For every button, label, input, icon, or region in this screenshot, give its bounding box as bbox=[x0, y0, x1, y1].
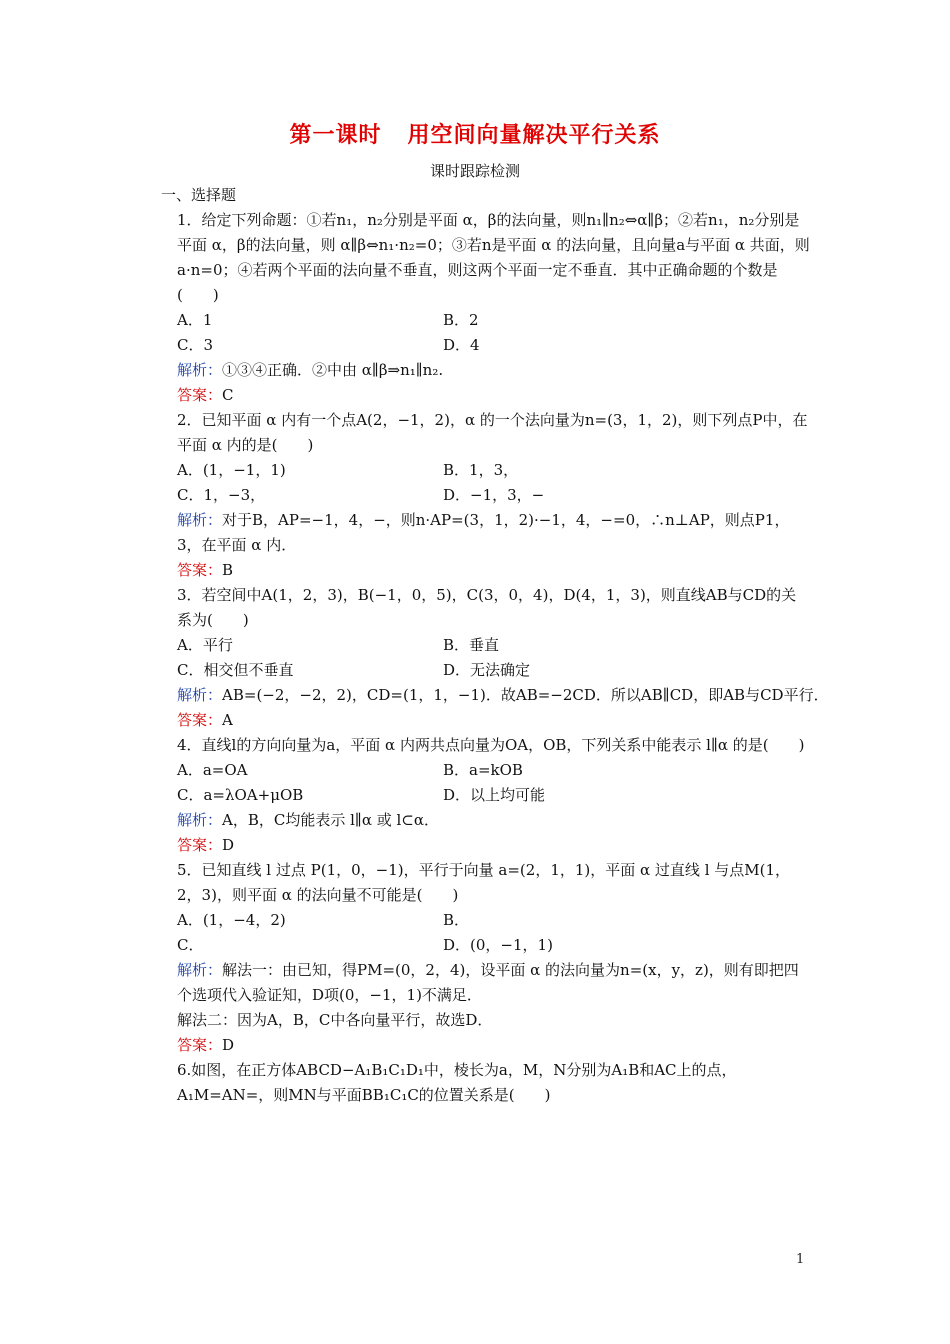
question-6 bbox=[145, 1058, 811, 1108]
question-2-answer bbox=[145, 558, 811, 583]
question-5-analysis bbox=[145, 958, 811, 1008]
question-3-options-ab bbox=[145, 633, 811, 658]
answer-label: 答案： bbox=[177, 561, 223, 579]
option-d: D．以上均可能 bbox=[443, 786, 546, 804]
option-a: A．a=OA bbox=[177, 761, 248, 779]
option-c: C． bbox=[177, 936, 204, 954]
page-subtitle: 课时跟踪检测 bbox=[429, 162, 520, 180]
question-4 bbox=[145, 733, 811, 758]
answer-text: B bbox=[222, 561, 234, 579]
option-d: D．无法确定 bbox=[443, 661, 531, 679]
question-1-options-ab bbox=[145, 308, 811, 333]
option-b: B． bbox=[443, 911, 470, 929]
question-5-text: 5．已知直线 l 过点 P(1，0，−1)，平行于向量 a=(2，1，1)，平面 α 过直线 l 与点M(1，2，3)，则平面 α 的法向量不可能是( ) bbox=[177, 861, 791, 904]
option-b: B．a=kOB bbox=[443, 761, 523, 779]
analysis-label: 解析： bbox=[177, 511, 223, 529]
question-2 bbox=[145, 408, 811, 458]
question-3 bbox=[145, 583, 811, 633]
option-d: D．−1，3，− bbox=[443, 486, 545, 504]
question-2-options-cd bbox=[145, 483, 811, 508]
option-c: C．1，−3， bbox=[177, 486, 266, 504]
question-2-analysis bbox=[145, 508, 811, 558]
option-a: A．平行 bbox=[177, 636, 233, 654]
question-4-analysis bbox=[145, 808, 811, 833]
question-6-text: 6.如图，在正方体ABCD−A₁B₁C₁D₁中，棱长为a，M，N分别为A₁B和AC上的点，A₁M=AN=，则MN与平面BB₁C₁C的位置关系是( ) bbox=[177, 1061, 737, 1104]
question-3-answer bbox=[145, 708, 811, 733]
title-topic: 用空间向量解决平行关系 bbox=[407, 123, 661, 148]
option-b: B．1，3， bbox=[443, 461, 519, 479]
question-5-options-ab bbox=[145, 908, 811, 933]
question-4-text: 4．直线l的方向向量为a，平面 α 内两共点向量为OA，OB，下列关系中能表示 l∥α 的是( ) bbox=[177, 736, 805, 754]
question-2-options-ab bbox=[145, 458, 811, 483]
title-lesson: 第一课时 bbox=[289, 123, 382, 148]
analysis-text: A，B，C均能表示 l∥α 或 l⊂α． bbox=[222, 811, 440, 829]
answer-label: 答案： bbox=[177, 711, 223, 729]
option-d: D．4 bbox=[443, 336, 480, 354]
option-c: C．3 bbox=[177, 336, 214, 354]
question-3-analysis bbox=[145, 683, 829, 708]
question-3-options-cd bbox=[145, 658, 811, 683]
option-b: B．2 bbox=[443, 311, 479, 329]
option-c: C．相交但不垂直 bbox=[177, 661, 294, 679]
analysis-label: 解析： bbox=[177, 961, 223, 979]
answer-text: D bbox=[222, 836, 235, 854]
option-d: D．(0，−1，1) bbox=[443, 936, 553, 954]
question-5-analysis-alt: 解法二：因为A，B，C中各向量平行，故选D． bbox=[177, 1011, 493, 1029]
answer-text: D bbox=[222, 1036, 235, 1054]
content-body bbox=[145, 183, 829, 1108]
analysis-text: 解法一：由已知，得PM=(0，2，4)，设平面 α 的法向量为n=(x，y，z)，则有即把四个选项代入验证知，D项(0，−1，1)不满足． bbox=[177, 961, 799, 1004]
option-a: A．(1，−1，1) bbox=[177, 461, 286, 479]
answer-label: 答案： bbox=[177, 1036, 223, 1054]
analysis-label: 解析： bbox=[177, 361, 223, 379]
question-1-analysis bbox=[145, 358, 811, 383]
question-5-answer bbox=[145, 1033, 811, 1058]
option-c: C．a=λOA+μOB bbox=[177, 786, 304, 804]
question-5-options-cd bbox=[145, 933, 811, 958]
analysis-label: 解析： bbox=[177, 686, 223, 704]
answer-label: 答案： bbox=[177, 836, 223, 854]
analysis-text: ①③④正确．②中由 α∥β⇒n₁∥n₂. bbox=[222, 361, 444, 379]
answer-label: 答案： bbox=[177, 386, 223, 404]
question-4-options-cd bbox=[145, 783, 811, 808]
analysis-text: AB=(−2，−2，2)，CD=(1，1，−1)．故AB=−2CD．所以AB∥CD，即AB与CD平行． bbox=[222, 686, 829, 704]
question-1-answer bbox=[145, 383, 811, 408]
answer-text: A bbox=[222, 711, 233, 729]
analysis-text: 对于B，AP=−1，4，−，则n·AP=(3，1，2)·−1，4，−=0，∴n⊥AP，则点P1，3，在平面 α 内． bbox=[177, 511, 790, 554]
option-a: A．(1，−4，2) bbox=[177, 911, 286, 929]
question-4-options-ab bbox=[145, 758, 811, 783]
analysis-label: 解析： bbox=[177, 811, 223, 829]
question-4-answer bbox=[145, 833, 811, 858]
question-3-text: 3．若空间中A(1，2，3)，B(−1，0，5)，C(3，0，4)，D(4，1，3)，则直线AB与CD的关系为( ) bbox=[177, 586, 797, 629]
question-2-text: 2．已知平面 α 内有一个点A(2，−1，2)，α 的一个法向量为n=(3，1，2)，则下列点P中，在平面 α 内的是( ) bbox=[177, 411, 808, 454]
question-1-text: 1．给定下列命题：①若n₁，n₂分别是平面 α，β的法向量，则n₁∥n₂⇔α∥β；②若n₁，n₂分别是平面 α，β的法向量，则 α∥β⇔n₁·n₂=0；③若n是平面 α 的法向量，且向量a与平面 α 共面，则a·n=0；④若两个平面的法向量不垂直，则这两个平面一定不垂直．其中正确命题的个数是( ) bbox=[177, 211, 810, 304]
answer-text: C bbox=[222, 386, 234, 404]
page-number: 1 bbox=[796, 1252, 805, 1267]
question-5 bbox=[145, 858, 811, 908]
option-a: A．1 bbox=[177, 311, 213, 329]
section-heading: 一、选择题 bbox=[161, 186, 237, 204]
page-title bbox=[0, 118, 950, 149]
question-1 bbox=[145, 208, 811, 308]
question-1-options-cd bbox=[145, 333, 811, 358]
option-b: B．垂直 bbox=[443, 636, 500, 654]
